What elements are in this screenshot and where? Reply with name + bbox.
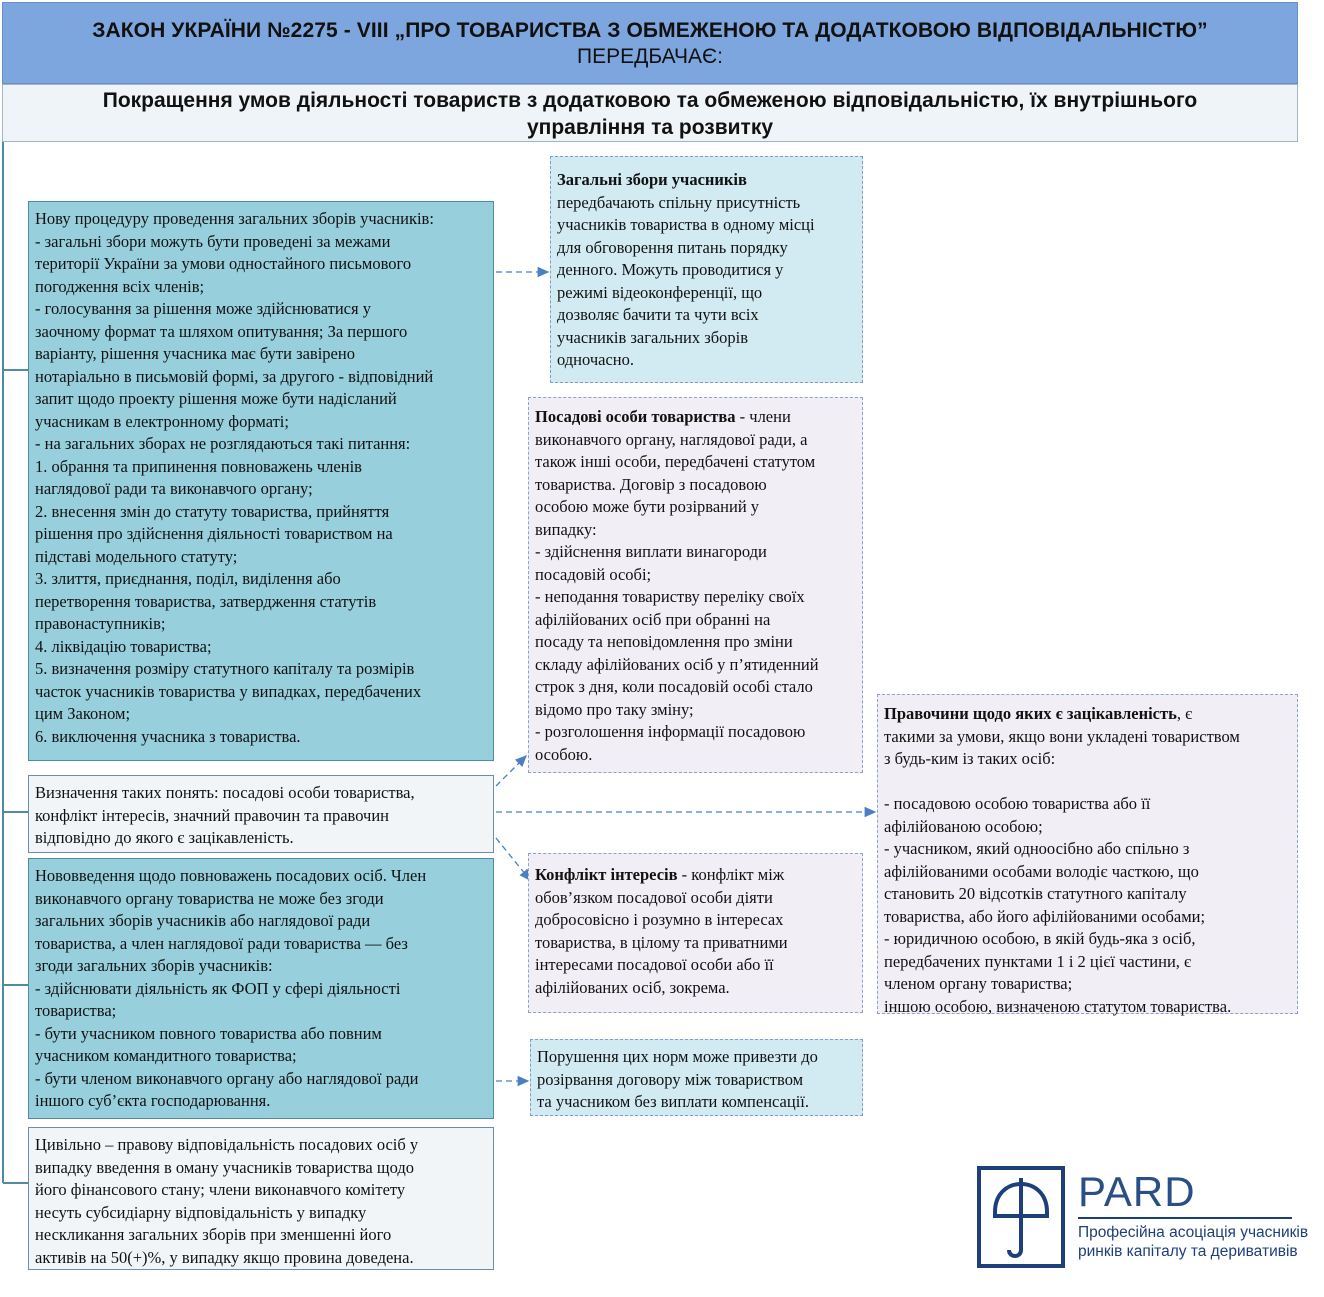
logo-title: PARD xyxy=(1078,1168,1196,1215)
text-line: складу афілійованих осіб у п’ятиденний xyxy=(535,654,819,674)
text-line: учасників товариства в одному місці xyxy=(557,215,815,234)
header-subtitle: ПЕРЕДБАЧАЄ: xyxy=(577,45,723,68)
text-line: членом органу товариства; xyxy=(884,974,1073,993)
conflict-of-interest-text xyxy=(535,887,856,1000)
text-line: посаду та неповідомлення про зміни xyxy=(535,632,793,651)
definitions-box xyxy=(28,775,494,853)
text-line: посадовій особі; xyxy=(535,564,652,584)
company-officials-title-rest: - члени xyxy=(735,407,791,426)
general-meeting-title: Загальні збори учасників xyxy=(557,170,747,189)
text-line: підставі модельного статуту; xyxy=(35,546,238,566)
text-line: цим Законом; xyxy=(35,704,131,723)
text-line: 6. виключення учасника з товариства. xyxy=(35,726,301,746)
text-line: строк з дня, коли посадовій особі стало xyxy=(535,677,813,696)
text-line: 2. внесення змін до статуту товариства, прийняття xyxy=(35,501,390,521)
text-line: розірвання договору між товариством xyxy=(537,1069,804,1089)
text-line xyxy=(884,771,1291,794)
text-line: денного. Можуть проводитися у xyxy=(557,260,784,279)
arrow-def-to-conflict xyxy=(496,838,530,880)
text-line: 4. ліквідацію товариства; xyxy=(35,636,212,656)
text-line: одночасно. xyxy=(557,350,634,369)
general-meeting-text xyxy=(557,192,856,372)
text-line: інтересами посадової особи або її xyxy=(535,955,774,974)
text-line: випадку: xyxy=(535,519,597,539)
text-line: передбачають спільну присутність xyxy=(557,192,801,212)
text-line: 1. обрання та припинення повноважень членів xyxy=(35,456,362,476)
text-line: рішення про здійснення діяльності товариством на xyxy=(35,524,393,543)
text-line: - здійснювати діяльність як ФОП у сфері діяльності xyxy=(35,978,401,998)
conflict-of-interest-box xyxy=(528,853,863,1013)
text-line: погодження всіх членів; xyxy=(35,276,205,296)
text-line: для обговорення питань порядку xyxy=(557,237,788,257)
text-line: випадку введення в оману учасників товариства щодо xyxy=(35,1157,414,1177)
text-line: учасників загальних зборів xyxy=(557,327,749,347)
text-line: Порушення цих норм може привезти до xyxy=(537,1047,818,1066)
company-officials-box xyxy=(528,397,863,773)
definitions-text xyxy=(35,782,487,850)
civil-liability-box xyxy=(28,1127,494,1270)
text-line: - на загальних зборах не розглядаються такі питання: xyxy=(35,434,411,453)
text-line: режимі відеоконференції, що xyxy=(557,282,763,302)
text-line: варіанту, рішення учасника має бути завірено xyxy=(35,344,355,363)
header-title: ЗАКОН УКРАЇНИ №2275 - VIII „ПРО ТОВАРИСТВА З ОБМЕЖЕНОЮ ТА ДОДАТКОВОЮ ВІДПОВІДАЛЬНІСТЮ” xyxy=(92,19,1208,42)
text-line: Визначення таких понять: посадові особи товариства, xyxy=(35,783,415,802)
text-line: конфлікт інтересів, значний правочин та правочин xyxy=(35,805,390,825)
company-officials-text xyxy=(535,429,856,767)
text-line: - голосування за рішення може здійснюватися у xyxy=(35,299,371,318)
text-line: добросовісно і розумно в інтересах xyxy=(535,910,784,929)
text-line: його фінансового стану; члени виконавчого комітету xyxy=(35,1180,406,1199)
goal-line-2: управління та розвитку xyxy=(526,116,774,139)
text-line: - бути членом виконавчого органу або наглядової ради xyxy=(35,1068,419,1088)
civil-liability-text xyxy=(35,1134,487,1269)
violation-consequence-text xyxy=(537,1046,856,1114)
text-line: афілійованих осіб при обранні на xyxy=(535,609,771,629)
interested-transactions-title: Правочини щодо яких є зацікавленість xyxy=(884,704,1177,723)
text-line: - юридичною особою, в якій будь-яка з осіб, xyxy=(884,929,1196,948)
text-line: учасником командитного товариства; xyxy=(35,1046,297,1065)
goal-banner xyxy=(2,84,1298,142)
text-line: - розголошення інформації посадовою xyxy=(535,722,806,741)
text-line: іншою особою, визначеною статутом товариства. xyxy=(884,996,1232,1016)
pard-logo-icon xyxy=(977,1166,1065,1268)
company-officials-title: Посадові особи товариства xyxy=(535,407,736,426)
text-line: особою може бути розірваний у xyxy=(535,497,760,516)
text-line: товариства, в цілому та приватними xyxy=(535,932,788,952)
meetings-procedure-box xyxy=(28,201,494,761)
text-line: запит щодо проекту рішення може бути надісланий xyxy=(35,389,397,408)
text-line: обов’язком посадової особи діяти xyxy=(535,887,773,907)
text-line: 3. злиття, приєднання, поділ, виділення або xyxy=(35,569,341,588)
text-line: афілійованою особою; xyxy=(884,816,1043,836)
conflict-of-interest-title: Конфлікт інтересів xyxy=(535,865,678,884)
text-line: передбачених пунктами 1 і 2 цієї частини, є xyxy=(884,951,1192,971)
interested-transactions-box xyxy=(877,694,1298,1014)
text-line: товариства, або його афілійованими особами; xyxy=(884,906,1206,926)
text-line: наглядової ради та виконавчого органу; xyxy=(35,479,313,498)
officials-powers-text xyxy=(35,865,487,1113)
text-line: такими за умови, якщо вони укладені товариством xyxy=(884,726,1240,746)
text-line: часток учасників товариства у випадках, передбачених xyxy=(35,681,422,701)
text-line: заочному формат та шляхом опитування; За першого xyxy=(35,321,408,341)
text-line: нескликання загальних зборів при зменшенні його xyxy=(35,1225,392,1244)
text-line: виконавчого органу, наглядової ради, а xyxy=(535,429,808,449)
text-line: відповідно до якого є зацікавленість. xyxy=(35,828,294,847)
meetings-procedure-text xyxy=(35,208,487,748)
text-line: особою. xyxy=(535,744,593,764)
officials-powers-box xyxy=(28,858,494,1119)
text-line: правонаступників; xyxy=(35,614,166,633)
text-line: нотаріально в письмовій формі, за другого - відповідний xyxy=(35,366,434,386)
text-line: афілійованими особами володіє часткою, що xyxy=(884,861,1199,881)
text-line: становить 20 відсотків статутного капіталу xyxy=(884,884,1187,903)
arrow-def-to-officials xyxy=(496,756,526,786)
interested-transactions-title-rest: , є xyxy=(1176,704,1193,723)
text-line: перетворення товариства, затвердження статутів xyxy=(35,591,377,611)
logo-subtitle-line-1: Професійна асоціація учасників xyxy=(1078,1224,1309,1241)
text-line: - бути учасником повного товариства або повним xyxy=(35,1023,382,1043)
text-line: активів на 50(+)%, у випадку якщо провина доведена. xyxy=(35,1247,414,1267)
interested-transactions-text xyxy=(884,726,1291,1019)
logo-subtitle-line-2: ринків капіталу та деривативів xyxy=(1078,1243,1298,1260)
text-line: учасникам в електронному форматі; xyxy=(35,411,289,431)
text-line: виконавчого органу товариства не може без згоди xyxy=(35,888,384,908)
general-meeting-box xyxy=(550,156,863,383)
text-line: дозволяє бачити та чути всіх xyxy=(557,305,759,324)
text-line: - учасником, який одноосібно або спільно з xyxy=(884,839,1190,858)
text-line: - посадовою особою товариства або її xyxy=(884,794,1151,813)
text-line: іншого суб’єкта господарювання. xyxy=(35,1091,271,1110)
text-line: відомо про таку зміну; xyxy=(535,699,694,719)
text-line: несуть субсидіарну відповідальність у випадку xyxy=(35,1202,367,1222)
goal-line-1: Покращення умов діяльності товариств з додатковою та обмеженою відповідальністю, їх внутрішнього xyxy=(102,89,1198,112)
text-line: афілійованих осіб, зокрема. xyxy=(535,977,730,997)
text-line: Цивільно – правову відповідальність посадових осіб у xyxy=(35,1135,419,1154)
text-line: та учасником без виплати компенсації. xyxy=(537,1092,810,1111)
text-line: товариства; xyxy=(35,1001,117,1020)
text-line: також інші особи, передбачені статутом xyxy=(535,452,816,471)
text-line: з будь-ким із таких осіб: xyxy=(884,749,1056,768)
text-line: Нововведення щодо повноважень посадових осіб. Член xyxy=(35,866,427,885)
text-line: території України за умови одностайного письмового xyxy=(35,254,412,273)
text-line: - неподання товариству переліку своїх xyxy=(535,587,805,606)
text-line: товариства, а член наглядової ради товариства — без xyxy=(35,933,408,953)
conflict-of-interest-title-rest: - конфлікт між xyxy=(677,865,785,884)
text-line: - здійснення виплати винагороди xyxy=(535,542,767,561)
header-banner xyxy=(2,2,1298,84)
violation-consequence-box xyxy=(530,1039,863,1116)
text-line: - загальні збори можуть бути проведені за межами xyxy=(35,231,391,251)
text-line: товариства. Договір з посадовою xyxy=(535,474,767,494)
logo-divider xyxy=(1078,1217,1292,1219)
text-line: загальних зборів учасників або наглядової ради xyxy=(35,911,371,930)
text-line: 5. визначення розміру статутного капіталу та розмірів xyxy=(35,659,415,678)
text-line: Нову процедуру проведення загальних зборів учасників: xyxy=(35,209,434,228)
text-line: згоди загальних зборів учасників: xyxy=(35,956,273,975)
